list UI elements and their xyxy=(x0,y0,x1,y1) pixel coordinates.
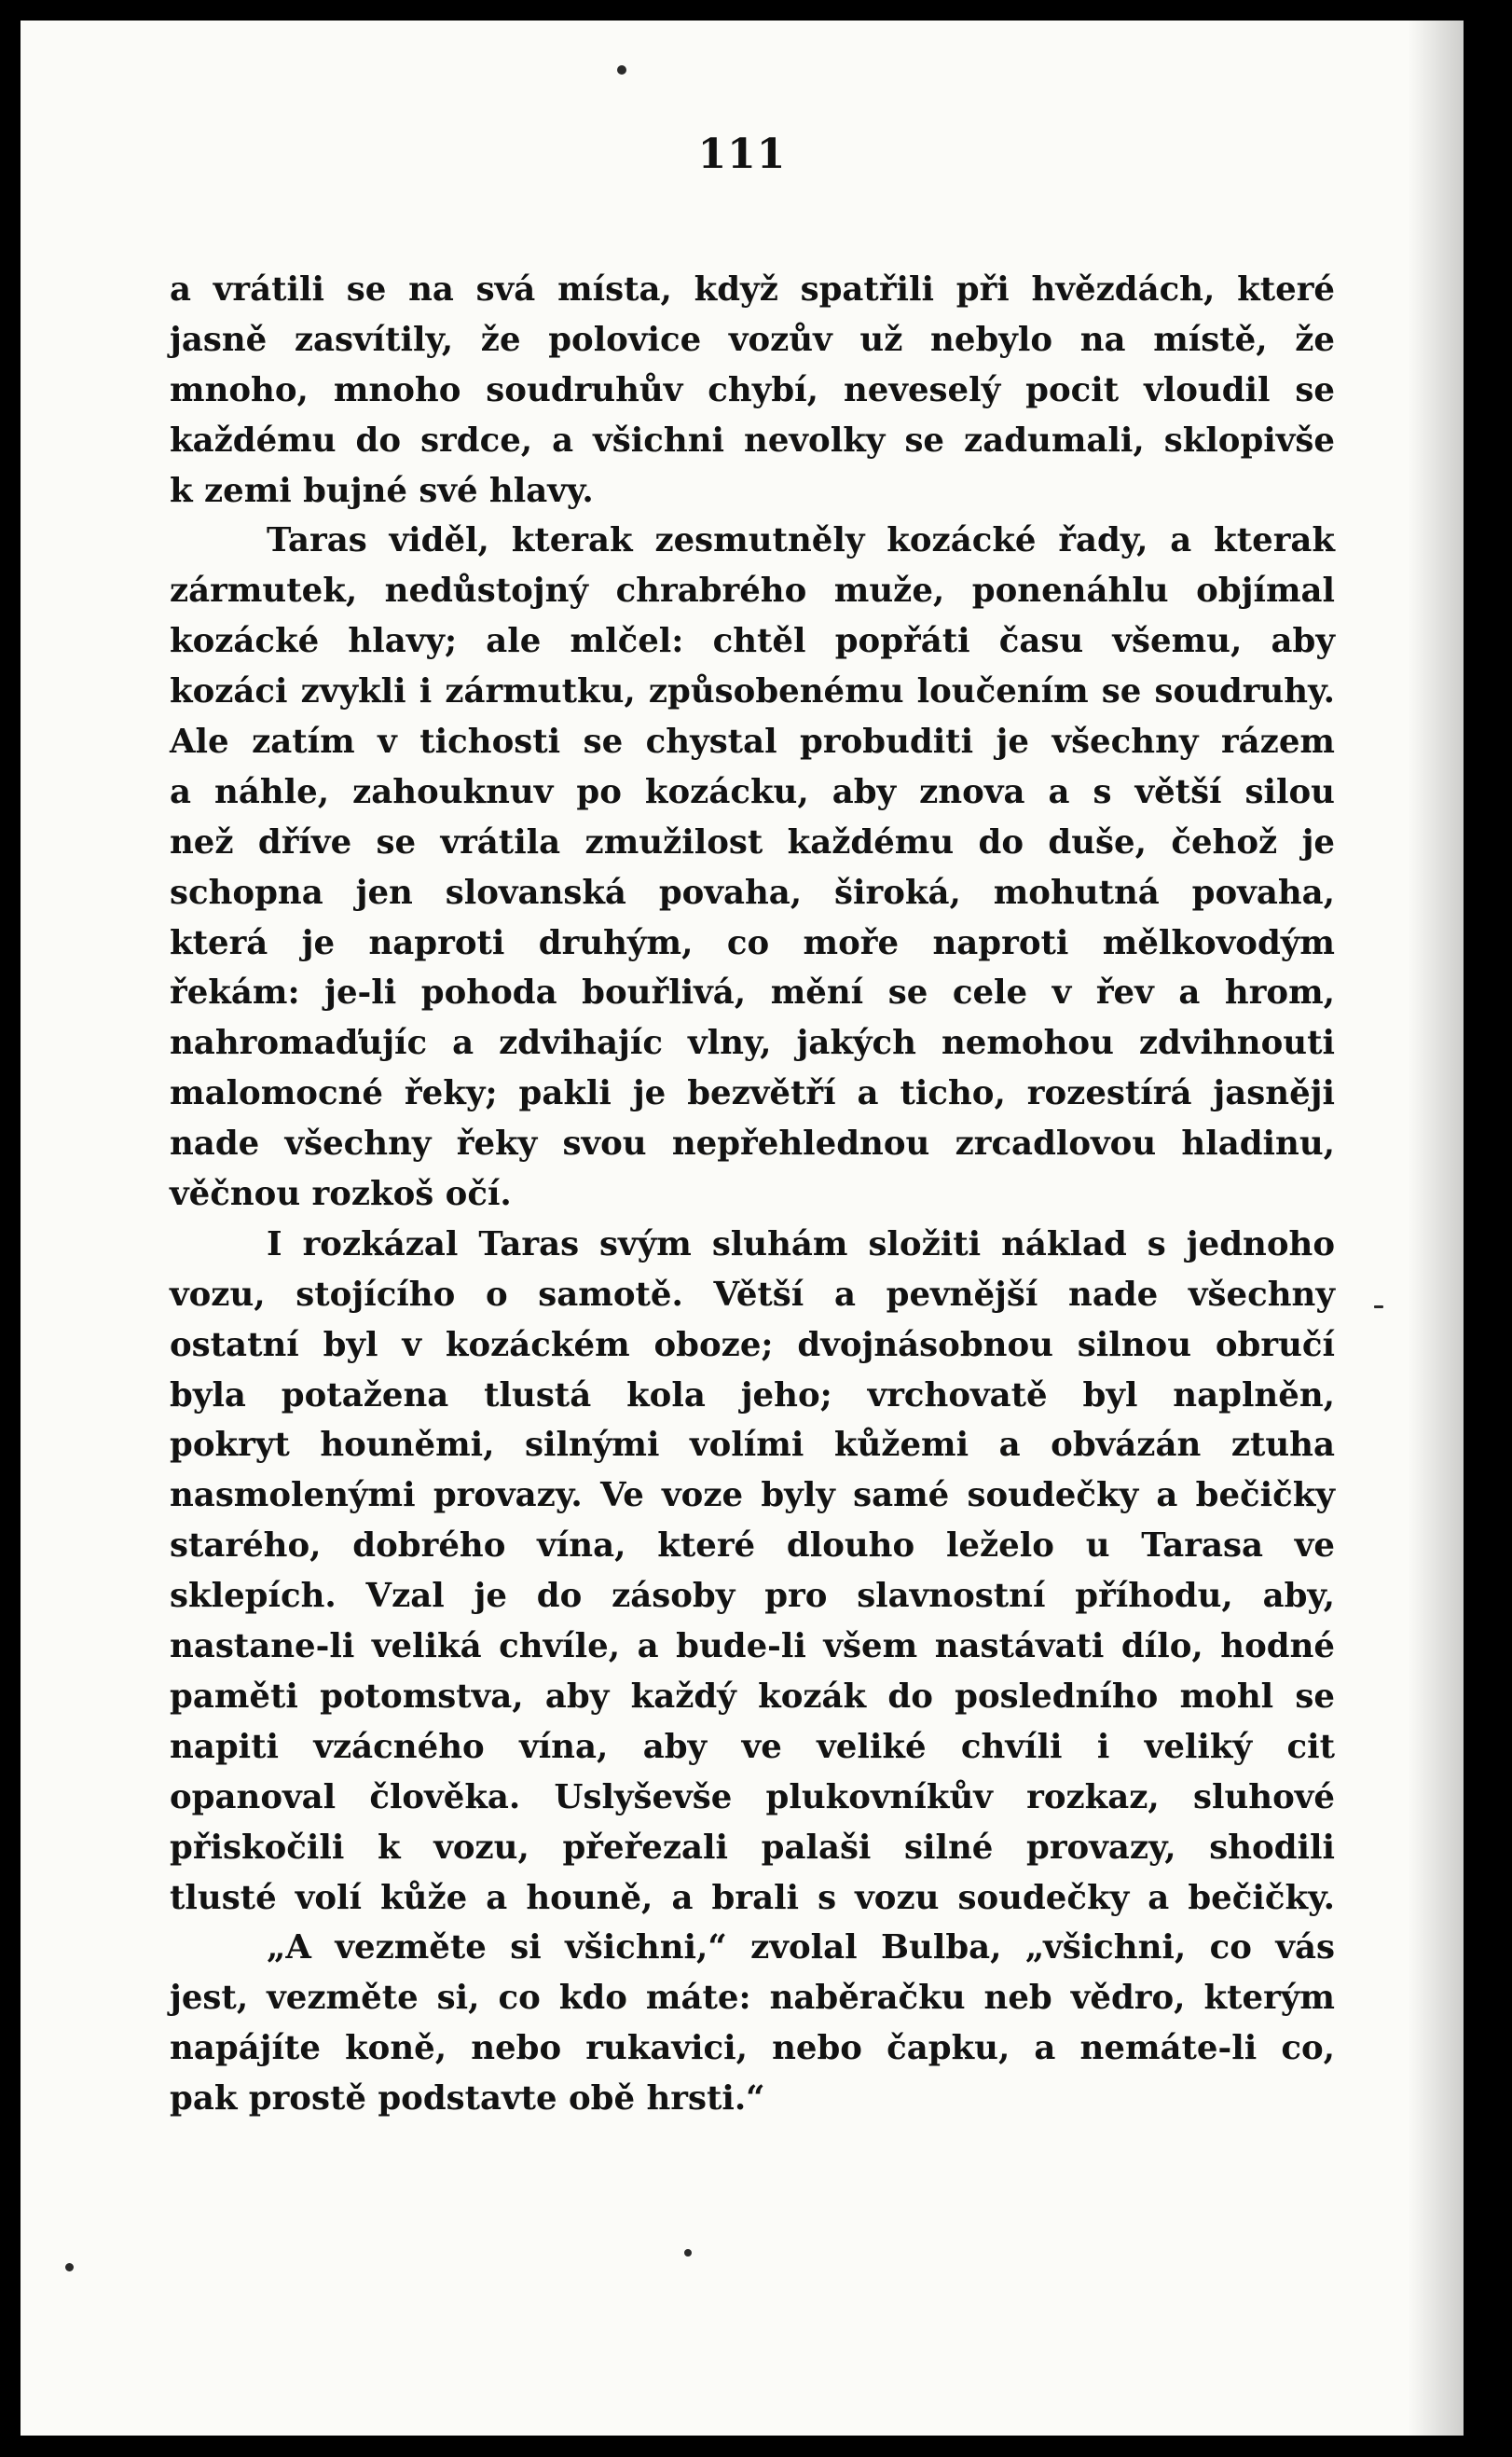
text-line: nade všechny řeky svou nepřehlednou zrcadlovou hladinu, xyxy=(170,1125,1335,1164)
text-line: mnoho, mnoho soudruhův chybí, neveselý pocit vloudil se xyxy=(170,370,1335,409)
text-line: kozáci zvykli i zármutku, způsobenému loučením se soudruhy. xyxy=(170,672,1335,711)
text-line: nastane-li veliká chvíle, a bude-li všem nastávati dílo, hodné xyxy=(170,1627,1335,1666)
text-line: nasmolenými provazy. Ve voze byly samé soudečky a bečičky xyxy=(170,1476,1335,1515)
paper-speck xyxy=(65,2263,74,2271)
paper-speck xyxy=(1374,1305,1383,1308)
text-line: schopna jen slovanská povaha, široká, mohutná povaha, xyxy=(170,873,1335,912)
paper-speck xyxy=(684,2249,692,2257)
page-number: 111 xyxy=(697,131,787,178)
text-line: „A vezměte si všichni,“ zvolal Bulba, „všichni, co vás xyxy=(267,1928,1335,1967)
text-line: věčnou rozkoš očí. xyxy=(170,1175,512,1214)
text-line: napájíte koně, nebo rukavici, nebo čapku, a nemáte-li co, xyxy=(170,2029,1335,2068)
text-line: než dříve se vrátila zmužilost každému do duše, čehož je xyxy=(170,822,1335,862)
text-line: starého, dobrého vína, které dlouho leželo u Tarasa ve xyxy=(170,1526,1335,1566)
text-line: jest, vezměte si, co kdo máte: naběračku neb vědro, kterým xyxy=(170,1979,1335,2018)
text-line: každému do srdce, a všichni nevolky se zadumali, sklopivše xyxy=(170,421,1335,460)
text-line: tlusté volí kůže a houně, a brali s vozu soudečky a bečičky. xyxy=(170,1878,1335,1917)
text-line: Taras viděl, kterak zesmutněly kozácké řady, a kterak xyxy=(267,521,1335,560)
text-line: malomocné řeky; pakli je bezvětří a ticho, rozestírá jasněji xyxy=(170,1074,1335,1113)
text-line: kozácké hlavy; ale mlčel: chtěl popřáti času všemu, aby xyxy=(170,622,1335,661)
text-line: přiskočili k vozu, přeřezali palaši silné provazy, shodili xyxy=(170,1828,1335,1867)
text-line: sklepích. Vzal je do zásoby pro slavnostní příhodu, aby, xyxy=(170,1577,1335,1616)
paper-speck xyxy=(617,65,626,75)
text-line: opanoval člověka. Uslyševše plukovníkův rozkaz, sluhové xyxy=(170,1777,1335,1816)
text-line: vozu, stojícího o samotě. Větší a pevnější nade všechny xyxy=(170,1275,1335,1314)
text-line: řekám: je-li pohoda bouřlivá, mění se cele v řev a hrom, xyxy=(170,973,1335,1013)
text-line: a náhle, zahouknuv po kozácku, aby znova a s větší silou xyxy=(170,772,1335,811)
book-page xyxy=(21,21,1464,2436)
text-line: byla potažena tlustá kola jeho; vrchovatě byl naplněn, xyxy=(170,1375,1335,1415)
text-line: která je naproti druhým, co moře naproti mělkovodým xyxy=(170,923,1335,962)
text-line: jasně zasvítily, že polovice vozův už nebylo na místě, že xyxy=(170,320,1335,359)
text-line: zármutek, nedůstojný chrabrého muže, ponenáhlu objímal xyxy=(170,572,1335,611)
text-line: pokryt houněmi, silnými volími kůžemi a obvázán ztuha xyxy=(170,1426,1335,1465)
text-line: I rozkázal Taras svým sluhám složiti náklad s jednoho xyxy=(267,1224,1335,1263)
text-line: k zemi bujné své hlavy. xyxy=(170,471,594,510)
page-edge-shadow xyxy=(1408,21,1464,2436)
body-text xyxy=(170,265,1335,2124)
text-line: ostatní byl v kozáckém oboze; dvojnásobnou silnou obručí xyxy=(170,1325,1335,1364)
text-line: nahromaďujíc a zdvihajíc vlny, jakých nemohou zdvihnouti xyxy=(170,1024,1335,1063)
text-line: paměti potomstva, aby každý kozák do posledního mohl se xyxy=(170,1677,1335,1716)
text-line: napiti vzácného vína, aby ve veliké chvíli i veliký cit xyxy=(170,1727,1335,1766)
text-line: pak prostě podstavte obě hrsti.“ xyxy=(170,2079,765,2119)
text-line: a vrátili se na svá místa, když spatřili při hvězdách, které xyxy=(170,270,1335,309)
text-line: Ale zatím v tichosti se chystal probuditi je všechny rázem xyxy=(170,723,1335,762)
